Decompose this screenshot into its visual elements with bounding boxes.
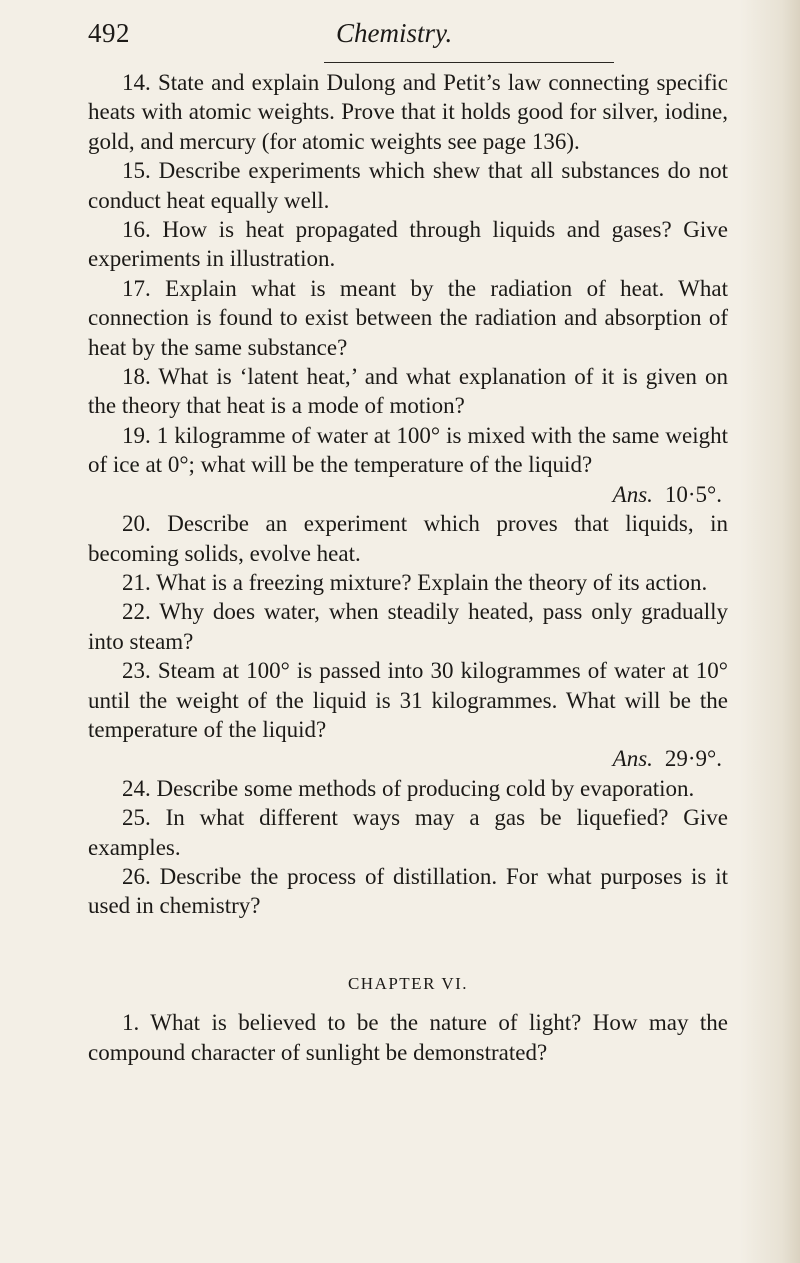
page-header [88,14,728,54]
question-18: 18. What is ‘latent heat,’ and what explanation of it is given on the theory that heat is a mode of motion? [88,364,728,419]
question-26: 26. Describe the process of distillation. For what purposes is it used in chemistry? [88,863,728,919]
answer-23 [88,744,728,773]
question-14: 14. State and explain Dulong and Petit’s law connecting specific heats with atomic weights. Prove that it holds good for silver, iodine, gold, and mercury (for atomic weights see page 136). [88,70,728,154]
answer-19 [88,480,728,509]
answer-value: 29·9°. [664,746,722,772]
page-content [88,68,728,1067]
answer-label: Ans. [612,746,653,772]
question-25: 25. In what different ways may a gas be liquefied? Give examples. [88,805,728,860]
answer-label: Ans. [612,481,653,507]
running-title: Chemistry. [336,18,453,48]
page-number: 492 [88,18,130,48]
question-24: 24. Describe some methods of producing cold by evaporation. [122,775,695,801]
page-edge-shading [740,0,800,1263]
question-21: 21. What is a freezing mixture? Explain the theory of its action. [122,569,708,595]
question-15: 15. Describe experiments which shew that all substances do not conduct heat equally well. [88,158,728,213]
question-19: 19. 1 kilogramme of water at 100° is mixed with the same weight of ice at 0°; what will be the temperature of the liquid? [88,422,728,478]
answer-value: 10·5°. [664,481,722,507]
chapter-heading: CHAPTER VI. [347,973,469,993]
question-20: 20. Describe an experiment which proves that liquids, in becoming solids, evolve heat. [88,511,728,566]
chapter-question-1: 1. What is believed to be the nature of light? How may the compound character of sunlight be demonstrated? [88,1010,728,1065]
question-16: 16. How is heat propagated through liquids and gases? Give experiments in illustration. [88,217,728,272]
question-22: 22. Why does water, when steadily heated, pass only gradually into steam? [88,599,728,654]
question-17: 17. Explain what is meant by the radiation of heat. What connection is found to exist between the radiation and absorption of heat by the same substance? [88,275,728,360]
header-rule [324,62,614,63]
question-23: 23. Steam at 100° is passed into 30 kilogrammes of water at 10° until the weight of the liquid is 31 kilogrammes. What will be the temperature of the liquid? [88,658,728,742]
